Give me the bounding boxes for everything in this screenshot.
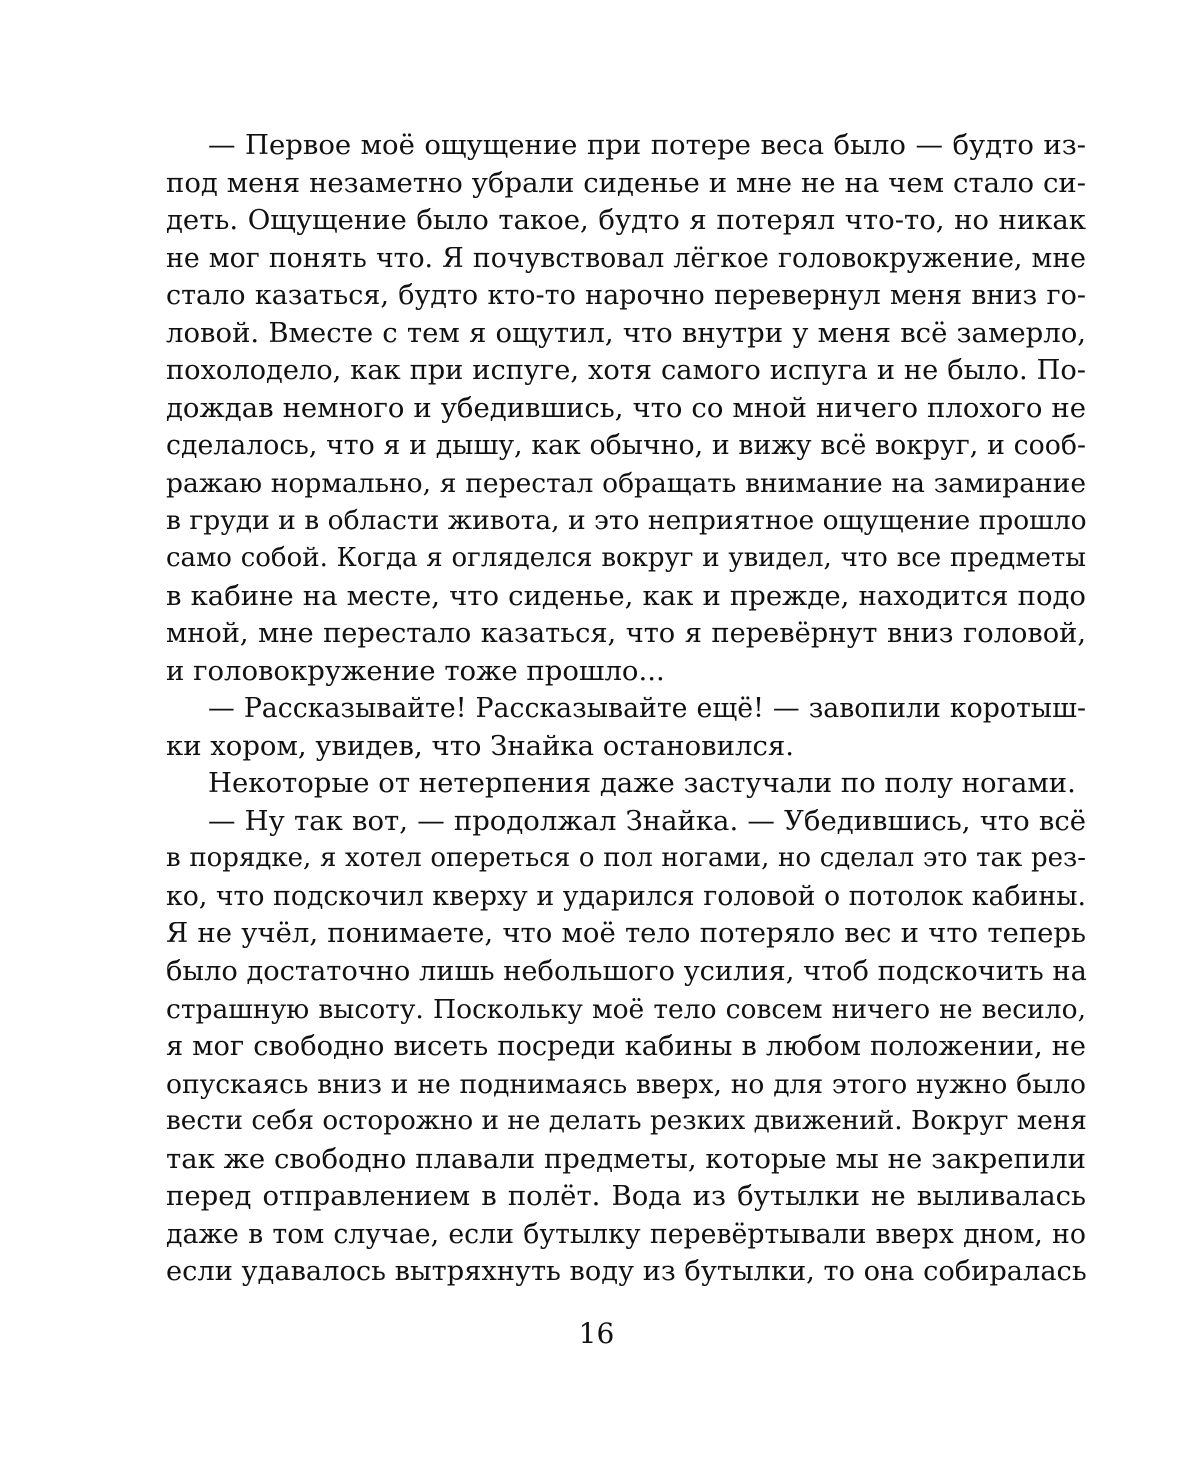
text-line: даже в том случае, если бутылку перевёртывали вверх дном, но: [166, 1218, 1086, 1250]
paragraph: [166, 127, 1086, 690]
paragraph: [166, 765, 1086, 803]
text-line: в груди и в области живота, и это неприятное ощущение прошло: [166, 505, 1087, 537]
text-line: стало казаться, будто кто-то нарочно перевернул меня вниз го-: [166, 280, 1086, 312]
text-line: деть. Ощущение было такое, будто я потерял что-то, но никак: [166, 204, 1086, 237]
body-text: [166, 127, 1086, 1291]
page-number: 16: [578, 1317, 615, 1350]
text-line: опускаясь вниз и не поднимаясь вверх, но для этого нужно было: [166, 1068, 1086, 1100]
text-line: похолодело, как при испуге, хотя самого испуга и не было. По-: [166, 355, 1086, 387]
text-line: в кабине на месте, что сиденье, как и прежде, находится подо: [166, 579, 1086, 612]
text-line: — Первое моё ощущение при потере веса было — будто из-: [208, 129, 1086, 161]
text-line: ки хором, увидев, что Знайка остановился.: [166, 729, 794, 762]
text-line: мной, мне перестало казаться, что я перевёрнут вниз головой,: [166, 618, 1086, 650]
text-line: — Рассказывайте! Рассказывайте ещё! — завопили коротыш-: [208, 693, 1086, 725]
text-line: страшную высоту. Поскольку моё тело совсем ничего не весило,: [166, 993, 1086, 1025]
text-line: вести себя осторожно и не делать резких движений. Вокруг меня: [166, 1106, 1087, 1137]
text-line: сделалось, что я и дышу, как обычно, и вижу всё вокруг, и сооб-: [166, 430, 1086, 462]
text-line: Некоторые от нетерпения даже застучали по полу ногами.: [208, 767, 1076, 800]
text-line: и головокружение тоже прошло...: [166, 654, 665, 687]
text-line: Я не учёл, понимаете, что моё тело потеряло вес и что теперь: [166, 917, 1086, 950]
text-line: дождав немного и убедившись, что со мной ничего плохого не: [166, 391, 1086, 424]
text-line: ловой. Вместе с тем я ощутил, что внутри у меня всё замерло,: [166, 316, 1086, 349]
text-line: под меня незаметно убрали сиденье и мне не на чем стало си-: [166, 166, 1086, 199]
text-line: я мог свободно висеть посреди кабины в любом положении, не: [166, 1031, 1086, 1063]
text-line: — Ну так вот, — продолжал Знайка. — Убедившись, что всё: [208, 804, 1086, 837]
paragraph: [166, 690, 1086, 765]
text-line: было достаточно лишь небольшого усилия, чтоб подскочить на: [166, 956, 1087, 988]
text-line: само собой. Когда я огляделся вокруг и увидел, что все предметы: [166, 543, 1086, 574]
text-line: ко, что подскочил кверху и ударился головой о потолок кабины.: [166, 880, 1086, 912]
text-line: ражаю нормально, я перестал обращать внимание на замирание: [166, 467, 1086, 499]
text-line: не мог понять что. Я почувствовал лёгкое головокружение, мне: [166, 242, 1086, 274]
text-line: в порядке, я хотел опереться о пол ногами, но сделал это так рез-: [166, 843, 1086, 874]
text-line: если удавалось вытряхнуть воду из бутылки, то она собиралась: [166, 1256, 1087, 1288]
text-line: так же свободно плавали предметы, которые мы не закрепили: [166, 1142, 1086, 1175]
paragraph: [166, 803, 1086, 1291]
text-line: перед отправлением в полёт. Вода из бутылки не выливалась: [166, 1180, 1086, 1213]
